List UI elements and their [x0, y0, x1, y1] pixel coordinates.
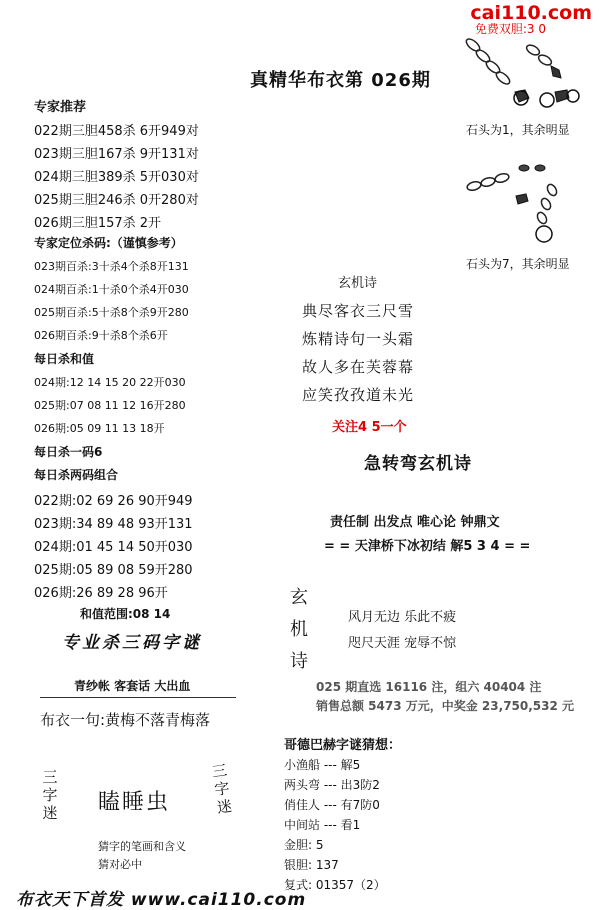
poem-line: 故人多在芙蓉幕 [302, 358, 415, 376]
chain-pictogram-top [455, 30, 595, 120]
poem-title: 玄机诗 [338, 276, 378, 291]
phrase-line: 风月无边 乐此不疲 [348, 610, 457, 625]
riddle-guess-line: 俏佳人 --- 有7防0 [284, 798, 380, 812]
kill-two-header: 每日杀两码组合 [34, 468, 119, 482]
riddle-guess-line: 两头弯 --- 出3防2 [284, 778, 380, 792]
page-title: 真精华布衣第 026期 [250, 70, 431, 91]
side-riddle-right: 三字迷 [210, 761, 234, 817]
side-riddle-left: 三字迷 [42, 768, 58, 822]
expert-line: 026期三胆157杀 2开 [34, 216, 162, 231]
riddle-guess-line: 金胆: 5 [284, 838, 324, 852]
sum-line: 024期:12 14 15 20 22开030 [34, 376, 186, 389]
position-line: 024期百杀:1十杀0个杀4开030 [34, 283, 189, 296]
riddle-guess-line: 银胆: 137 [284, 858, 339, 872]
phrase-line: 咫尺天涯 宠辱不惊 [348, 636, 457, 651]
sum-line: 026期:05 09 11 13 18开 [34, 422, 165, 435]
sum-line: 025期:07 08 11 12 16开280 [34, 399, 186, 412]
chain-pictogram-bottom [460, 160, 590, 250]
follow-tag: 关注4 5一个 [332, 420, 407, 435]
kill-two-line: 024期:01 45 14 50开030 [34, 540, 193, 555]
riddle-guess-line: 中间站 --- 看1 [284, 818, 361, 832]
free-double-tag: 免费双胆:3 0 [474, 22, 546, 36]
position-header: 专家定位杀码:（谨慎参考） [34, 236, 183, 250]
kill-two-line: 025期:05 89 08 59开280 [34, 563, 193, 578]
position-line: 025期百杀:5十杀8个杀9开280 [34, 306, 189, 319]
tianjin-line: = = 天津桥下冰初结 解5 3 4 = = [324, 539, 531, 554]
sum-header: 每日杀和值 [34, 352, 95, 366]
poem-line: 典尽客衣三尺雪 [302, 302, 415, 320]
position-line: 023期百杀:3十杀4个杀8开131 [34, 260, 189, 273]
expert-line: 024期三胆389杀 5开030对 [34, 170, 199, 185]
pictogram-caption: 石头为1，其余明显 [466, 123, 570, 137]
responsibility-line: 责任制 出发点 唯心论 钟鼎文 [330, 515, 500, 530]
footer-brand[interactable]: 布衣天下首发 www.cai110.com [16, 890, 307, 910]
position-line: 026期百杀:9十杀8个杀6开 [34, 329, 168, 342]
stat-line: 销售总额 5473 万元，中奖金 23,750,532 元 [316, 699, 575, 713]
xuanji-vertical: 玄机诗 [290, 587, 308, 672]
riddle-guess-header: 哥德巴赫字谜猜想： [284, 738, 402, 753]
kill-two-line: 026期:26 89 28 96开 [34, 586, 168, 601]
riddle-title: 专业杀三码字谜 [62, 633, 202, 653]
sum-range: 和值范围:08 14 [80, 607, 171, 621]
poem-big-title: 急转弯玄机诗 [364, 454, 472, 474]
riddle-guess-line: 复式: 01357（2） [284, 878, 386, 892]
poem-line: 应笑孜孜道未光 [302, 386, 415, 404]
riddle-guess-line: 小渔船 --- 解5 [284, 758, 361, 772]
site-brand[interactable]: cai110.com [470, 2, 592, 24]
riddle-subtitle: 青纱帐 客套话 大出血 [74, 679, 191, 693]
stat-line: 025 期直选 16116 注，组六 40404 注 [316, 680, 542, 694]
expert-line: 025期三胆246杀 0开280对 [34, 193, 199, 208]
divider [40, 697, 236, 698]
kill-one: 每日杀一码6 [34, 445, 103, 459]
center-riddle-word: 瞌睡虫 [98, 790, 171, 815]
buyi-line: 布衣一句:黄梅不落青梅落 [40, 711, 211, 729]
expert-line: 023期三胆167杀 9开131对 [34, 147, 199, 162]
kill-two-line: 023期:34 89 48 93开131 [34, 517, 193, 532]
expert-line: 022期三胆458杀 6开949对 [34, 124, 199, 139]
kill-two-line: 022期:02 69 26 90开949 [34, 494, 193, 509]
pictogram-caption: 石头为7，其余明显 [466, 257, 570, 271]
expert-header: 专家推荐 [34, 100, 87, 115]
guess-note: 猜对必中 [98, 858, 142, 871]
poem-line: 炼精诗句一头霜 [302, 330, 415, 348]
guess-note: 猜字的笔画和含义 [98, 840, 186, 853]
